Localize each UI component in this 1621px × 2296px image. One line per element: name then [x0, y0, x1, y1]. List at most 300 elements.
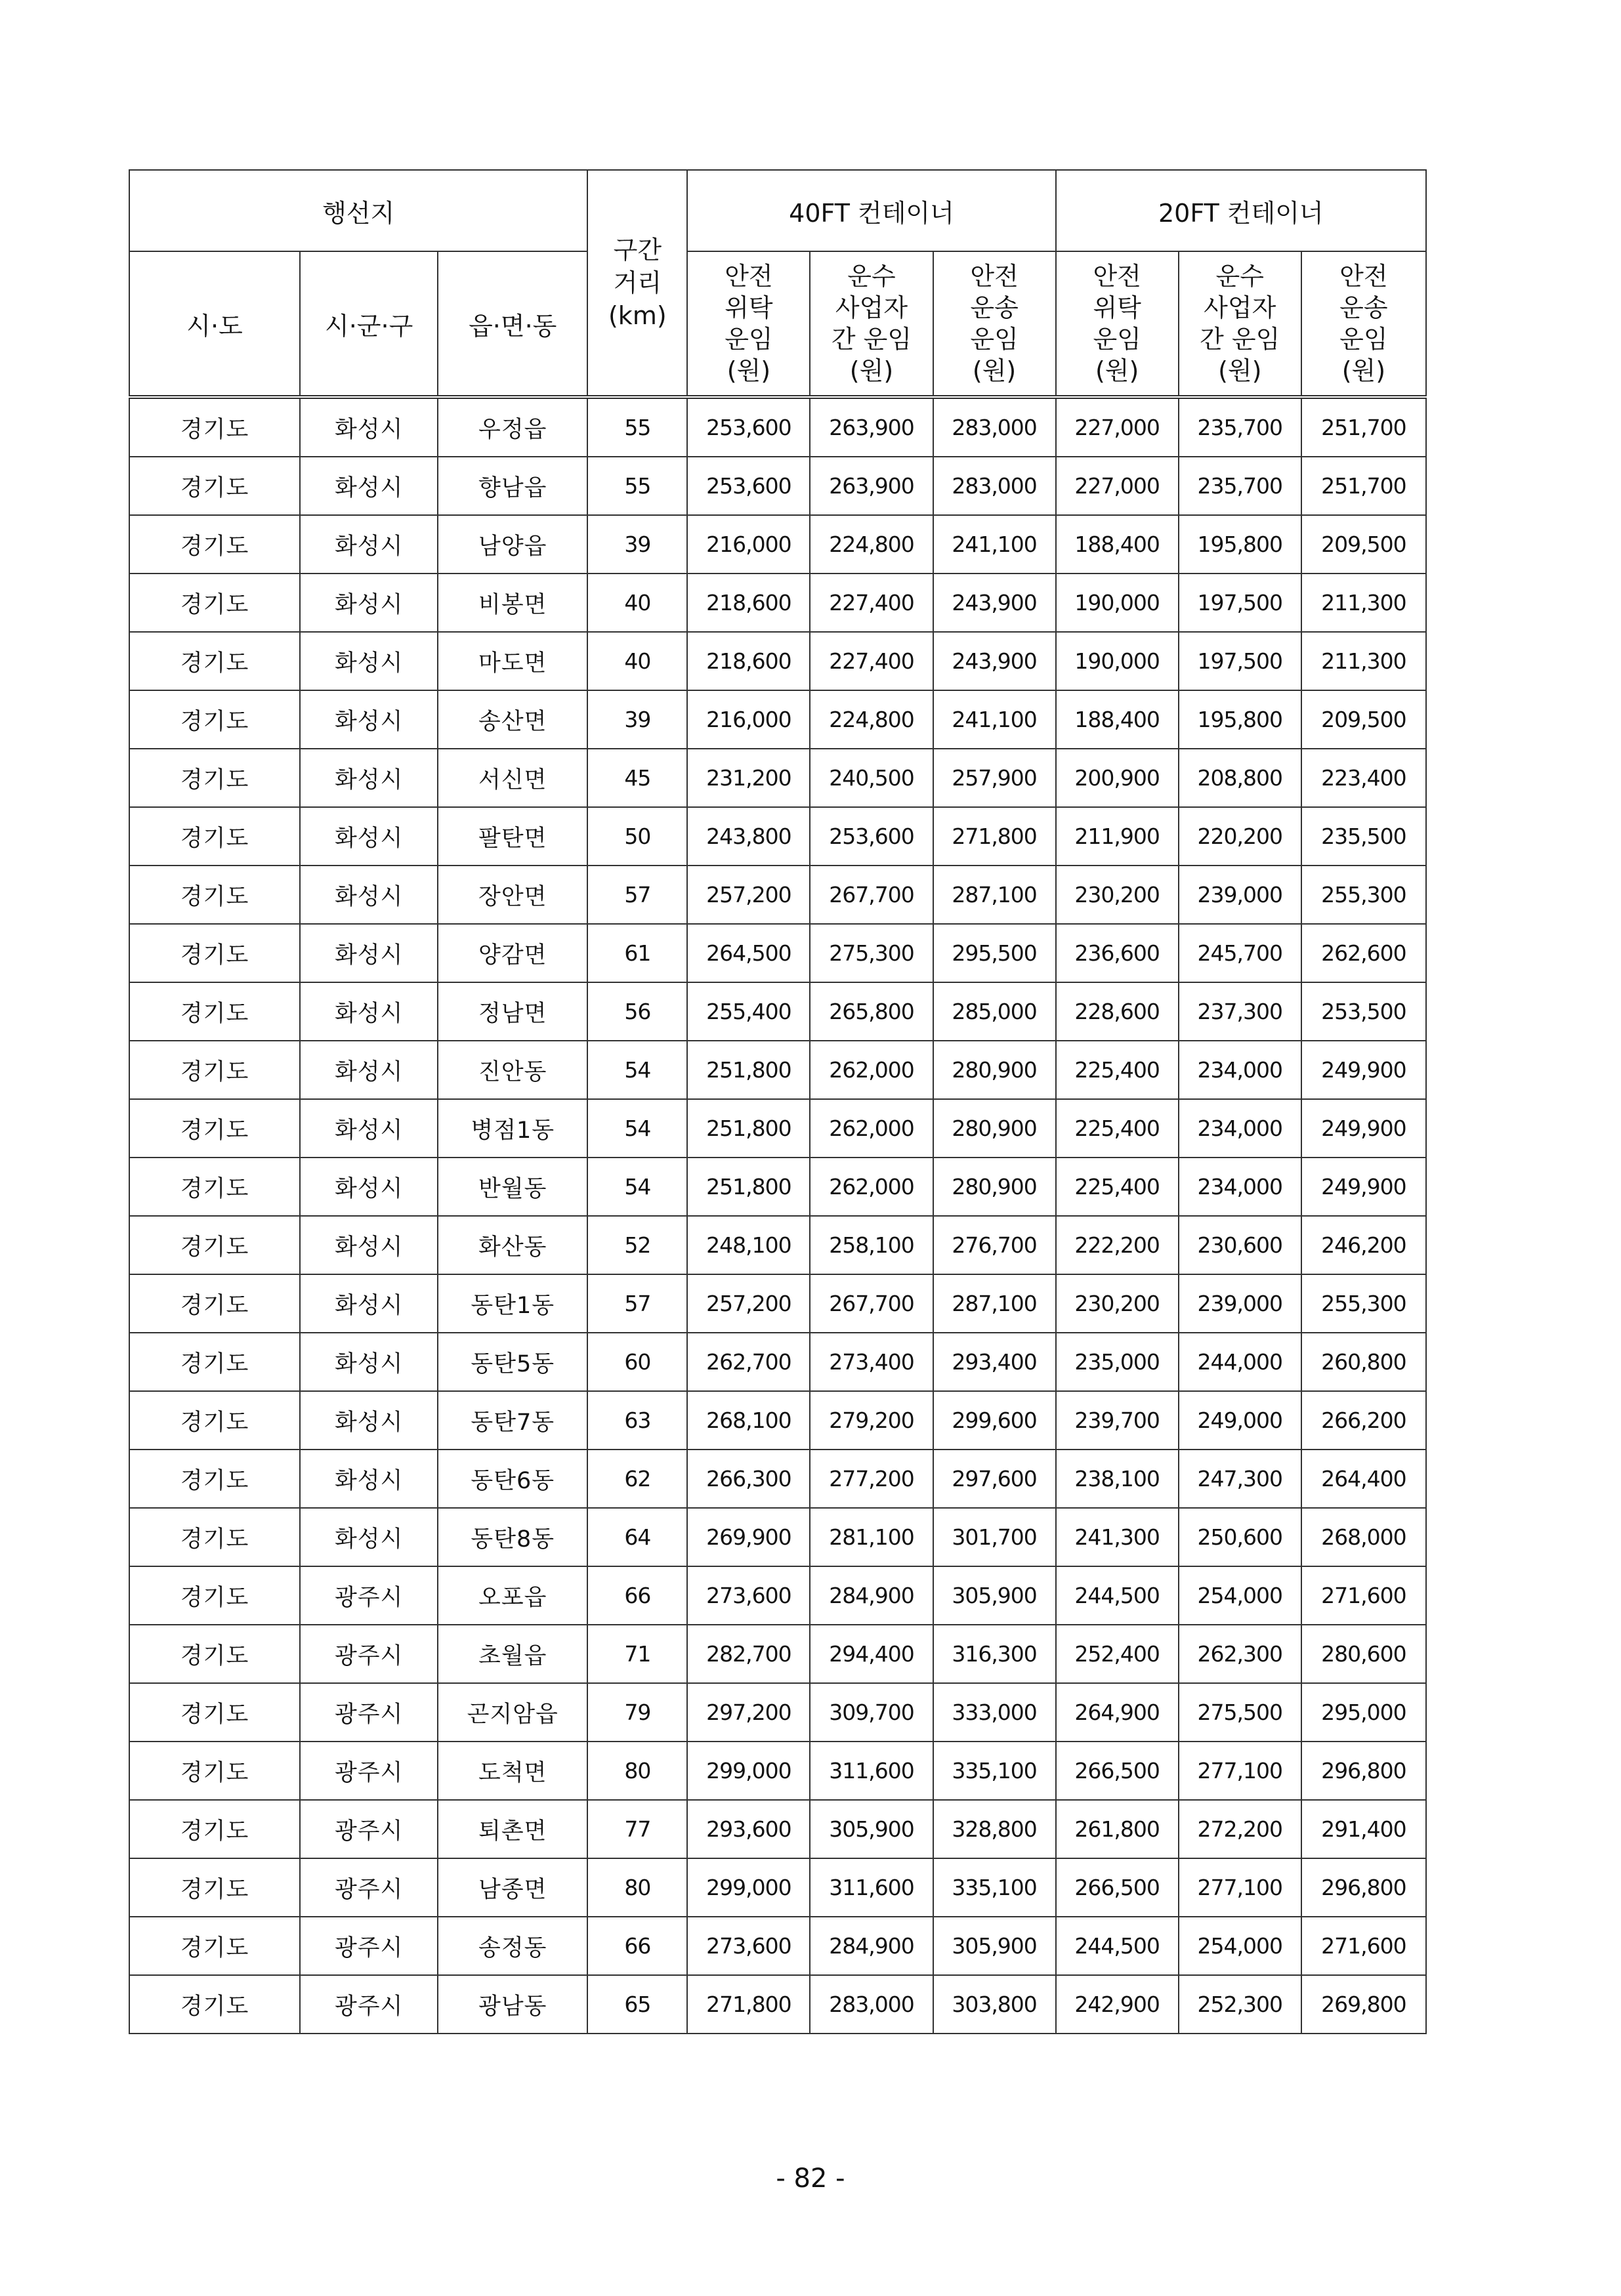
sido-cell: 경기도	[129, 1099, 300, 1158]
rate-20ft-carrier-cell: 245,700	[1179, 924, 1301, 982]
sigungu-cell: 화성시	[300, 632, 438, 690]
sigungu-cell: 광주시	[300, 1858, 438, 1917]
rate-40ft-carrier-cell: 227,400	[810, 574, 933, 632]
rate-20ft-safety-consign-cell: 244,500	[1056, 1917, 1179, 1975]
rate-40ft-safety-consign-cell: 216,000	[687, 515, 810, 574]
rate-40ft-safety-consign-cell: 257,200	[687, 1274, 810, 1333]
rate-40ft-carrier-cell: 284,900	[810, 1917, 933, 1975]
rate-20ft-carrier-cell: 239,000	[1179, 866, 1301, 924]
rate-20ft-safety-transport-cell: 211,300	[1301, 632, 1426, 690]
sigungu-cell: 화성시	[300, 1450, 438, 1508]
rate-20ft-safety-consign-cell: 242,900	[1056, 1975, 1179, 2034]
rate-20ft-safety-consign-cell: 239,700	[1056, 1391, 1179, 1450]
rate-40ft-safety-consign-cell: 251,800	[687, 1158, 810, 1216]
rate-20ft-safety-consign-cell: 190,000	[1056, 574, 1179, 632]
rate-20ft-safety-consign-cell: 241,300	[1056, 1508, 1179, 1566]
rate-20ft-carrier-cell: 235,700	[1179, 457, 1301, 515]
rate-40ft-safety-consign-cell: 299,000	[687, 1742, 810, 1800]
distance-cell: 39	[587, 515, 687, 574]
table-row	[129, 1508, 1426, 1566]
eupmyeondong-cell: 동탄7동	[438, 1391, 587, 1450]
table-row	[129, 1041, 1426, 1099]
distance-cell: 80	[587, 1858, 687, 1917]
rate-40ft-safety-consign-cell: 253,600	[687, 457, 810, 515]
sigungu-cell: 화성시	[300, 1508, 438, 1566]
rate-20ft-safety-consign-cell: 236,600	[1056, 924, 1179, 982]
rate-20ft-safety-transport-cell: 291,400	[1301, 1800, 1426, 1858]
rate-40ft-safety-transport-cell: 276,700	[933, 1216, 1056, 1274]
rate-40ft-safety-transport-cell: 283,000	[933, 457, 1056, 515]
sido-cell: 경기도	[129, 1216, 300, 1274]
rate-40ft-carrier-cell: 277,200	[810, 1450, 933, 1508]
rate-40ft-carrier-cell: 311,600	[810, 1858, 933, 1917]
distance-cell: 79	[587, 1683, 687, 1742]
sido-cell: 경기도	[129, 457, 300, 515]
distance-cell: 55	[587, 397, 687, 457]
rate-40ft-carrier-cell: 273,400	[810, 1333, 933, 1391]
rate-20ft-carrier-cell: 254,000	[1179, 1917, 1301, 1975]
rate-20ft-safety-transport-cell: 268,000	[1301, 1508, 1426, 1566]
page-number: - 82 -	[776, 2163, 845, 2194]
rate-40ft-carrier-cell: 258,100	[810, 1216, 933, 1274]
rate-20ft-safety-transport-cell: 209,500	[1301, 515, 1426, 574]
rate-40ft-safety-transport-cell: 243,900	[933, 574, 1056, 632]
rate-20ft-safety-transport-cell: 269,800	[1301, 1975, 1426, 2034]
distance-cell: 40	[587, 632, 687, 690]
rate-40ft-safety-transport-cell: 305,900	[933, 1566, 1056, 1625]
sigungu-cell: 화성시	[300, 1274, 438, 1333]
header-40ft-container: 40FT 컨테이너	[687, 170, 1055, 251]
rate-40ft-safety-transport-cell: 280,900	[933, 1158, 1056, 1216]
rate-40ft-carrier-cell: 309,700	[810, 1683, 933, 1742]
rate-20ft-safety-transport-cell: 246,200	[1301, 1216, 1426, 1274]
sido-cell: 경기도	[129, 1858, 300, 1917]
eupmyeondong-cell: 팔탄면	[438, 807, 587, 866]
eupmyeondong-cell: 도척면	[438, 1742, 587, 1800]
rate-40ft-carrier-cell: 263,900	[810, 457, 933, 515]
rate-40ft-safety-transport-cell: 241,100	[933, 515, 1056, 574]
rate-40ft-carrier-cell: 240,500	[810, 749, 933, 807]
rate-20ft-safety-consign-cell: 261,800	[1056, 1800, 1179, 1858]
rate-20ft-safety-consign-cell: 230,200	[1056, 1274, 1179, 1333]
sigungu-cell: 화성시	[300, 749, 438, 807]
rate-40ft-safety-consign-cell: 266,300	[687, 1450, 810, 1508]
header-destination: 행선지	[129, 170, 587, 251]
table-row	[129, 807, 1426, 866]
table-body	[129, 397, 1426, 2034]
rate-20ft-safety-transport-cell: 296,800	[1301, 1742, 1426, 1800]
rate-40ft-safety-transport-cell: 299,600	[933, 1391, 1056, 1450]
rate-40ft-carrier-cell: 281,100	[810, 1508, 933, 1566]
rate-40ft-safety-transport-cell: 293,400	[933, 1333, 1056, 1391]
rate-20ft-carrier-cell: 249,000	[1179, 1391, 1301, 1450]
rate-20ft-carrier-cell: 234,000	[1179, 1099, 1301, 1158]
sigungu-cell: 광주시	[300, 1975, 438, 2034]
rate-20ft-safety-consign-cell: 266,500	[1056, 1742, 1179, 1800]
rate-40ft-safety-consign-cell: 282,700	[687, 1625, 810, 1683]
table-row	[129, 1975, 1426, 2034]
header-eupmyeondong: 읍·면·동	[438, 251, 587, 397]
eupmyeondong-cell: 진안동	[438, 1041, 587, 1099]
sido-cell: 경기도	[129, 1625, 300, 1683]
rate-20ft-carrier-cell: 208,800	[1179, 749, 1301, 807]
sigungu-cell: 광주시	[300, 1800, 438, 1858]
sigungu-cell: 화성시	[300, 1041, 438, 1099]
eupmyeondong-cell: 남종면	[438, 1858, 587, 1917]
eupmyeondong-cell: 서신면	[438, 749, 587, 807]
rate-20ft-safety-transport-cell: 253,500	[1301, 982, 1426, 1041]
sido-cell: 경기도	[129, 1158, 300, 1216]
rate-20ft-safety-consign-cell: 190,000	[1056, 632, 1179, 690]
table-row	[129, 749, 1426, 807]
rate-20ft-safety-transport-cell: 249,900	[1301, 1041, 1426, 1099]
rate-20ft-safety-consign-cell: 230,200	[1056, 866, 1179, 924]
rate-40ft-carrier-cell: 305,900	[810, 1800, 933, 1858]
distance-cell: 55	[587, 457, 687, 515]
sigungu-cell: 화성시	[300, 924, 438, 982]
sigungu-cell: 광주시	[300, 1566, 438, 1625]
rate-20ft-safety-consign-cell: 227,000	[1056, 457, 1179, 515]
distance-cell: 64	[587, 1508, 687, 1566]
sigungu-cell: 화성시	[300, 1391, 438, 1450]
eupmyeondong-cell: 향남읍	[438, 457, 587, 515]
sido-cell: 경기도	[129, 866, 300, 924]
rate-20ft-safety-transport-cell: 260,800	[1301, 1333, 1426, 1391]
rate-20ft-safety-consign-cell: 228,600	[1056, 982, 1179, 1041]
distance-cell: 45	[587, 749, 687, 807]
sigungu-cell: 광주시	[300, 1683, 438, 1742]
sido-cell: 경기도	[129, 397, 300, 457]
header-40ft-carrier-rate: 운수 사업자 간 운임 (원)	[810, 251, 933, 397]
table-row	[129, 1158, 1426, 1216]
sido-cell: 경기도	[129, 632, 300, 690]
rate-40ft-safety-consign-cell: 218,600	[687, 574, 810, 632]
rate-40ft-carrier-cell: 275,300	[810, 924, 933, 982]
eupmyeondong-cell: 정남면	[438, 982, 587, 1041]
sido-cell: 경기도	[129, 1508, 300, 1566]
rate-40ft-safety-transport-cell: 283,000	[933, 397, 1056, 457]
rate-40ft-safety-consign-cell: 251,800	[687, 1041, 810, 1099]
rate-40ft-safety-transport-cell: 271,800	[933, 807, 1056, 866]
eupmyeondong-cell: 퇴촌면	[438, 1800, 587, 1858]
rate-40ft-safety-consign-cell: 248,100	[687, 1216, 810, 1274]
rate-20ft-safety-transport-cell: 209,500	[1301, 690, 1426, 749]
rate-20ft-carrier-cell: 195,800	[1179, 690, 1301, 749]
eupmyeondong-cell: 송정동	[438, 1917, 587, 1975]
eupmyeondong-cell: 반월동	[438, 1158, 587, 1216]
rate-40ft-safety-consign-cell: 269,900	[687, 1508, 810, 1566]
table-row	[129, 457, 1426, 515]
rate-20ft-safety-transport-cell: 251,700	[1301, 457, 1426, 515]
rate-40ft-carrier-cell: 262,000	[810, 1041, 933, 1099]
header-sido: 시·도	[129, 251, 300, 397]
rate-20ft-safety-transport-cell: 223,400	[1301, 749, 1426, 807]
sido-cell: 경기도	[129, 1450, 300, 1508]
eupmyeondong-cell: 곤지암읍	[438, 1683, 587, 1742]
distance-cell: 57	[587, 1274, 687, 1333]
sido-cell: 경기도	[129, 1800, 300, 1858]
rate-20ft-safety-consign-cell: 227,000	[1056, 397, 1179, 457]
sigungu-cell: 화성시	[300, 1158, 438, 1216]
header-20ft-carrier-rate: 운수 사업자 간 운임 (원)	[1179, 251, 1301, 397]
table-row	[129, 982, 1426, 1041]
sido-cell: 경기도	[129, 1917, 300, 1975]
rate-20ft-safety-transport-cell: 266,200	[1301, 1391, 1426, 1450]
sigungu-cell: 광주시	[300, 1917, 438, 1975]
sigungu-cell: 화성시	[300, 574, 438, 632]
rate-20ft-safety-consign-cell: 244,500	[1056, 1566, 1179, 1625]
rate-40ft-safety-consign-cell: 273,600	[687, 1917, 810, 1975]
rate-20ft-safety-transport-cell: 249,900	[1301, 1099, 1426, 1158]
table-row	[129, 1391, 1426, 1450]
rate-20ft-carrier-cell: 277,100	[1179, 1858, 1301, 1917]
rate-20ft-carrier-cell: 197,500	[1179, 632, 1301, 690]
rate-40ft-safety-transport-cell: 333,000	[933, 1683, 1056, 1742]
distance-cell: 40	[587, 574, 687, 632]
rate-40ft-safety-transport-cell: 287,100	[933, 866, 1056, 924]
rate-20ft-safety-transport-cell: 255,300	[1301, 866, 1426, 924]
sido-cell: 경기도	[129, 1683, 300, 1742]
sigungu-cell: 화성시	[300, 1216, 438, 1274]
rate-20ft-carrier-cell: 235,700	[1179, 397, 1301, 457]
rate-40ft-carrier-cell: 262,000	[810, 1099, 933, 1158]
rate-20ft-carrier-cell: 234,000	[1179, 1041, 1301, 1099]
rate-20ft-safety-transport-cell: 251,700	[1301, 397, 1426, 457]
sido-cell: 경기도	[129, 982, 300, 1041]
sigungu-cell: 화성시	[300, 982, 438, 1041]
eupmyeondong-cell: 양감면	[438, 924, 587, 982]
table-row	[129, 1742, 1426, 1800]
table-row	[129, 1625, 1426, 1683]
sigungu-cell: 광주시	[300, 1742, 438, 1800]
distance-cell: 50	[587, 807, 687, 866]
rate-40ft-safety-consign-cell: 262,700	[687, 1333, 810, 1391]
rate-40ft-safety-transport-cell: 301,700	[933, 1508, 1056, 1566]
rate-20ft-carrier-cell: 230,600	[1179, 1216, 1301, 1274]
eupmyeondong-cell: 비봉면	[438, 574, 587, 632]
table-header	[129, 170, 1426, 397]
rate-40ft-safety-consign-cell: 218,600	[687, 632, 810, 690]
rate-20ft-safety-consign-cell: 225,400	[1056, 1041, 1179, 1099]
distance-cell: 62	[587, 1450, 687, 1508]
table-row	[129, 1566, 1426, 1625]
sido-cell: 경기도	[129, 1274, 300, 1333]
sido-cell: 경기도	[129, 1333, 300, 1391]
rate-40ft-safety-consign-cell: 299,000	[687, 1858, 810, 1917]
distance-cell: 71	[587, 1625, 687, 1683]
sido-cell: 경기도	[129, 690, 300, 749]
rate-40ft-carrier-cell: 279,200	[810, 1391, 933, 1450]
rate-40ft-carrier-cell: 267,700	[810, 866, 933, 924]
rate-40ft-safety-transport-cell: 295,500	[933, 924, 1056, 982]
distance-cell: 54	[587, 1158, 687, 1216]
header-distance: 구간 거리 (km)	[587, 170, 687, 397]
distance-cell: 54	[587, 1041, 687, 1099]
rate-40ft-safety-consign-cell: 231,200	[687, 749, 810, 807]
eupmyeondong-cell: 초월읍	[438, 1625, 587, 1683]
rate-20ft-safety-transport-cell: 296,800	[1301, 1858, 1426, 1917]
rate-40ft-safety-transport-cell: 285,000	[933, 982, 1056, 1041]
rate-40ft-carrier-cell: 227,400	[810, 632, 933, 690]
rate-20ft-safety-transport-cell: 264,400	[1301, 1450, 1426, 1508]
table-row	[129, 1274, 1426, 1333]
rate-20ft-safety-consign-cell: 211,900	[1056, 807, 1179, 866]
distance-cell: 61	[587, 924, 687, 982]
eupmyeondong-cell: 동탄1동	[438, 1274, 587, 1333]
rate-40ft-carrier-cell: 262,000	[810, 1158, 933, 1216]
distance-cell: 39	[587, 690, 687, 749]
rate-20ft-carrier-cell: 275,500	[1179, 1683, 1301, 1742]
rate-20ft-safety-transport-cell: 295,000	[1301, 1683, 1426, 1742]
table-row	[129, 690, 1426, 749]
rate-40ft-safety-consign-cell: 297,200	[687, 1683, 810, 1742]
rate-40ft-safety-transport-cell: 280,900	[933, 1099, 1056, 1158]
rate-40ft-safety-transport-cell: 257,900	[933, 749, 1056, 807]
table-row	[129, 1216, 1426, 1274]
eupmyeondong-cell: 광남동	[438, 1975, 587, 2034]
distance-cell: 80	[587, 1742, 687, 1800]
rate-40ft-carrier-cell: 311,600	[810, 1742, 933, 1800]
rate-40ft-safety-transport-cell: 305,900	[933, 1917, 1056, 1975]
sigungu-cell: 화성시	[300, 1333, 438, 1391]
rate-40ft-safety-transport-cell: 243,900	[933, 632, 1056, 690]
distance-cell: 56	[587, 982, 687, 1041]
rate-20ft-safety-consign-cell: 225,400	[1056, 1158, 1179, 1216]
distance-cell: 66	[587, 1566, 687, 1625]
rate-40ft-carrier-cell: 284,900	[810, 1566, 933, 1625]
table-row	[129, 1450, 1426, 1508]
distance-cell: 77	[587, 1800, 687, 1858]
rate-20ft-carrier-cell: 234,000	[1179, 1158, 1301, 1216]
sigungu-cell: 화성시	[300, 1099, 438, 1158]
rate-40ft-safety-transport-cell: 328,800	[933, 1800, 1056, 1858]
distance-cell: 52	[587, 1216, 687, 1274]
eupmyeondong-cell: 동탄6동	[438, 1450, 587, 1508]
header-20ft-safety-transport-rate: 안전 운송 운임 (원)	[1301, 251, 1426, 397]
distance-cell: 65	[587, 1975, 687, 2034]
sido-cell: 경기도	[129, 1975, 300, 2034]
rate-40ft-safety-consign-cell: 293,600	[687, 1800, 810, 1858]
sido-cell: 경기도	[129, 1566, 300, 1625]
table-row	[129, 1333, 1426, 1391]
rate-20ft-carrier-cell: 247,300	[1179, 1450, 1301, 1508]
header-sigungu: 시·군·구	[300, 251, 438, 397]
rate-20ft-carrier-cell: 195,800	[1179, 515, 1301, 574]
eupmyeondong-cell: 장안면	[438, 866, 587, 924]
eupmyeondong-cell: 우정읍	[438, 397, 587, 457]
header-40ft-safety-transport-rate: 안전 운송 운임 (원)	[933, 251, 1056, 397]
sido-cell: 경기도	[129, 1742, 300, 1800]
rate-40ft-safety-transport-cell: 241,100	[933, 690, 1056, 749]
rate-40ft-safety-transport-cell: 287,100	[933, 1274, 1056, 1333]
eupmyeondong-cell: 마도면	[438, 632, 587, 690]
rate-40ft-carrier-cell: 267,700	[810, 1274, 933, 1333]
distance-cell: 66	[587, 1917, 687, 1975]
rate-40ft-safety-consign-cell: 253,600	[687, 397, 810, 457]
rate-20ft-carrier-cell: 244,000	[1179, 1333, 1301, 1391]
rate-20ft-safety-transport-cell: 262,600	[1301, 924, 1426, 982]
rate-40ft-carrier-cell: 224,800	[810, 690, 933, 749]
distance-cell: 54	[587, 1099, 687, 1158]
table-row	[129, 1917, 1426, 1975]
table-row	[129, 1099, 1426, 1158]
rate-20ft-carrier-cell: 277,100	[1179, 1742, 1301, 1800]
distance-cell: 57	[587, 866, 687, 924]
eupmyeondong-cell: 병점1동	[438, 1099, 587, 1158]
sigungu-cell: 화성시	[300, 866, 438, 924]
rate-40ft-carrier-cell: 263,900	[810, 397, 933, 457]
rate-20ft-carrier-cell: 252,300	[1179, 1975, 1301, 2034]
table-row	[129, 632, 1426, 690]
rate-40ft-carrier-cell: 265,800	[810, 982, 933, 1041]
rate-40ft-safety-transport-cell: 316,300	[933, 1625, 1056, 1683]
rate-20ft-carrier-cell: 237,300	[1179, 982, 1301, 1041]
sido-cell: 경기도	[129, 807, 300, 866]
rate-20ft-carrier-cell: 254,000	[1179, 1566, 1301, 1625]
sigungu-cell: 화성시	[300, 515, 438, 574]
table-row	[129, 574, 1426, 632]
header-40ft-safety-consign-rate: 안전 위탁 운임 (원)	[687, 251, 810, 397]
rate-20ft-carrier-cell: 250,600	[1179, 1508, 1301, 1566]
header-20ft-safety-consign-rate: 안전 위탁 운임 (원)	[1056, 251, 1179, 397]
sigungu-cell: 광주시	[300, 1625, 438, 1683]
freight-rate-table	[129, 169, 1427, 2034]
sigungu-cell: 화성시	[300, 397, 438, 457]
rate-40ft-carrier-cell: 294,400	[810, 1625, 933, 1683]
rate-20ft-safety-transport-cell: 255,300	[1301, 1274, 1426, 1333]
table-row	[129, 924, 1426, 982]
eupmyeondong-cell: 동탄8동	[438, 1508, 587, 1566]
rate-20ft-safety-consign-cell: 225,400	[1056, 1099, 1179, 1158]
rate-40ft-safety-consign-cell: 268,100	[687, 1391, 810, 1450]
rate-20ft-safety-transport-cell: 249,900	[1301, 1158, 1426, 1216]
rate-40ft-safety-consign-cell: 271,800	[687, 1975, 810, 2034]
rate-40ft-safety-transport-cell: 303,800	[933, 1975, 1056, 2034]
rate-40ft-safety-consign-cell: 264,500	[687, 924, 810, 982]
table-row	[129, 1858, 1426, 1917]
rate-20ft-safety-consign-cell: 188,400	[1056, 690, 1179, 749]
rate-20ft-safety-consign-cell: 238,100	[1056, 1450, 1179, 1508]
distance-cell: 63	[587, 1391, 687, 1450]
rate-40ft-safety-consign-cell: 257,200	[687, 866, 810, 924]
rate-40ft-carrier-cell: 224,800	[810, 515, 933, 574]
rate-20ft-safety-consign-cell: 188,400	[1056, 515, 1179, 574]
rate-40ft-safety-consign-cell: 251,800	[687, 1099, 810, 1158]
sido-cell: 경기도	[129, 749, 300, 807]
eupmyeondong-cell: 송산면	[438, 690, 587, 749]
distance-cell: 60	[587, 1333, 687, 1391]
rate-40ft-safety-consign-cell: 216,000	[687, 690, 810, 749]
rate-20ft-safety-transport-cell: 235,500	[1301, 807, 1426, 866]
rate-40ft-safety-transport-cell: 335,100	[933, 1742, 1056, 1800]
rate-40ft-carrier-cell: 283,000	[810, 1975, 933, 2034]
eupmyeondong-cell: 남양읍	[438, 515, 587, 574]
rate-20ft-safety-consign-cell: 200,900	[1056, 749, 1179, 807]
sido-cell: 경기도	[129, 1041, 300, 1099]
eupmyeondong-cell: 동탄5동	[438, 1333, 587, 1391]
rate-20ft-safety-consign-cell: 235,000	[1056, 1333, 1179, 1391]
rate-40ft-safety-consign-cell: 273,600	[687, 1566, 810, 1625]
sido-cell: 경기도	[129, 1391, 300, 1450]
rate-40ft-safety-consign-cell: 255,400	[687, 982, 810, 1041]
table-row	[129, 515, 1426, 574]
rate-20ft-safety-consign-cell: 266,500	[1056, 1858, 1179, 1917]
rate-20ft-safety-transport-cell: 280,600	[1301, 1625, 1426, 1683]
rate-20ft-carrier-cell: 272,200	[1179, 1800, 1301, 1858]
sido-cell: 경기도	[129, 924, 300, 982]
eupmyeondong-cell: 오포읍	[438, 1566, 587, 1625]
table-row	[129, 1800, 1426, 1858]
